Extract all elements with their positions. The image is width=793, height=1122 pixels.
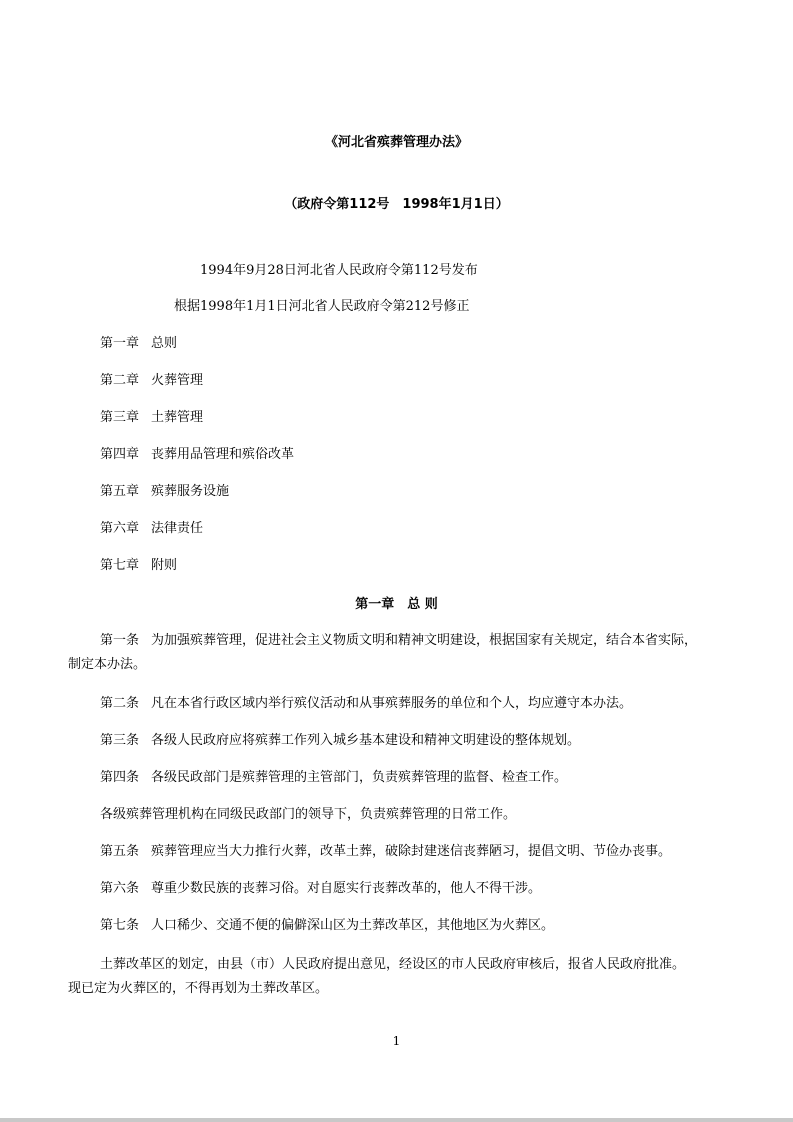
article-number: 第五条	[100, 844, 140, 859]
toc-chapter-number: 第四章	[100, 447, 140, 462]
document-title: 《河北省殡葬管理办法》	[324, 135, 468, 150]
toc-item	[100, 409, 203, 427]
issued-note: 1994年9月28日河北省人民政府令第112号发布	[200, 263, 478, 278]
article-2	[100, 695, 632, 713]
article-3	[100, 732, 580, 750]
article-number: 第四条	[100, 770, 140, 785]
document-subtitle: （政府令第112号 1998年1月1日）	[284, 197, 509, 212]
chapter-heading: 第一章 总 则	[355, 597, 438, 612]
article-7	[100, 917, 554, 935]
toc-chapter-number: 第一章	[100, 336, 140, 351]
article-4	[100, 769, 567, 787]
toc-item	[100, 372, 203, 390]
toc-chapter-title: 法律责任	[151, 521, 204, 536]
toc-chapter-title: 土葬管理	[151, 410, 204, 425]
toc-chapter-number: 第六章	[100, 521, 140, 536]
article-number: 第一条	[100, 633, 140, 648]
article-1-line-1	[100, 632, 697, 650]
article-number: 第二条	[100, 696, 140, 711]
article-number: 第七条	[100, 918, 140, 933]
amended-note: 根据1998年1月1日河北省人民政府令第212号修正	[174, 299, 470, 314]
toc-item	[100, 520, 203, 538]
article-7-paragraph-2-line-1: 土葬改革区的划定，由县（市）人民政府提出意见，经设区的市人民政府审核后，报省人民政府批准。	[100, 957, 686, 972]
article-text: 人口稀少、交通不便的偏僻深山区为土葬改革区，其他地区为火葬区。	[151, 918, 555, 933]
article-4-paragraph-2: 各级殡葬管理机构在同级民政部门的领导下，负责殡葬管理的日常工作。	[100, 807, 517, 822]
toc-item	[100, 446, 294, 464]
toc-chapter-title: 总则	[151, 336, 178, 351]
article-text: 各级民政部门是殡葬管理的主管部门，负责殡葬管理的监督、检查工作。	[151, 770, 568, 785]
toc-item	[100, 483, 229, 501]
toc-chapter-title: 丧葬用品管理和殡俗改革	[151, 447, 295, 462]
article-text: 尊重少数民族的丧葬习俗。对自愿实行丧葬改革的，他人不得干涉。	[151, 881, 542, 896]
article-text: 各级人民政府应将殡葬工作列入城乡基本建设和精神文明建设的整体规划。	[151, 733, 581, 748]
article-5	[100, 843, 671, 861]
toc-chapter-title: 附则	[151, 558, 178, 573]
article-number: 第三条	[100, 733, 140, 748]
toc-chapter-number: 第二章	[100, 373, 140, 388]
toc-item	[100, 335, 177, 353]
article-6	[100, 880, 541, 898]
article-1-line-2: 制定本办法。	[68, 657, 147, 672]
toc-chapter-title: 火葬管理	[151, 373, 204, 388]
article-7-paragraph-2-line-2: 现已定为火葬区的，不得再划为土葬改革区。	[68, 981, 329, 996]
page-number: 1	[392, 1034, 401, 1048]
toc-item	[100, 557, 177, 575]
toc-chapter-number: 第五章	[100, 484, 140, 499]
toc-chapter-number: 第三章	[100, 410, 140, 425]
toc-chapter-number: 第七章	[100, 558, 140, 573]
toc-chapter-title: 殡葬服务设施	[151, 484, 230, 499]
article-text: 凡在本省行政区域内举行殡仪活动和从事殡葬服务的单位和个人，均应遵守本办法。	[151, 696, 633, 711]
article-number: 第六条	[100, 881, 140, 896]
article-text: 为加强殡葬管理，促进社会主义物质文明和精神文明建设，根据国家有关规定，结合本省实际，	[151, 633, 698, 648]
page-bottom-edge	[0, 1118, 793, 1122]
article-text: 殡葬管理应当大力推行火葬，改革土葬，破除封建迷信丧葬陋习，提倡文明、节俭办丧事。	[151, 844, 672, 859]
